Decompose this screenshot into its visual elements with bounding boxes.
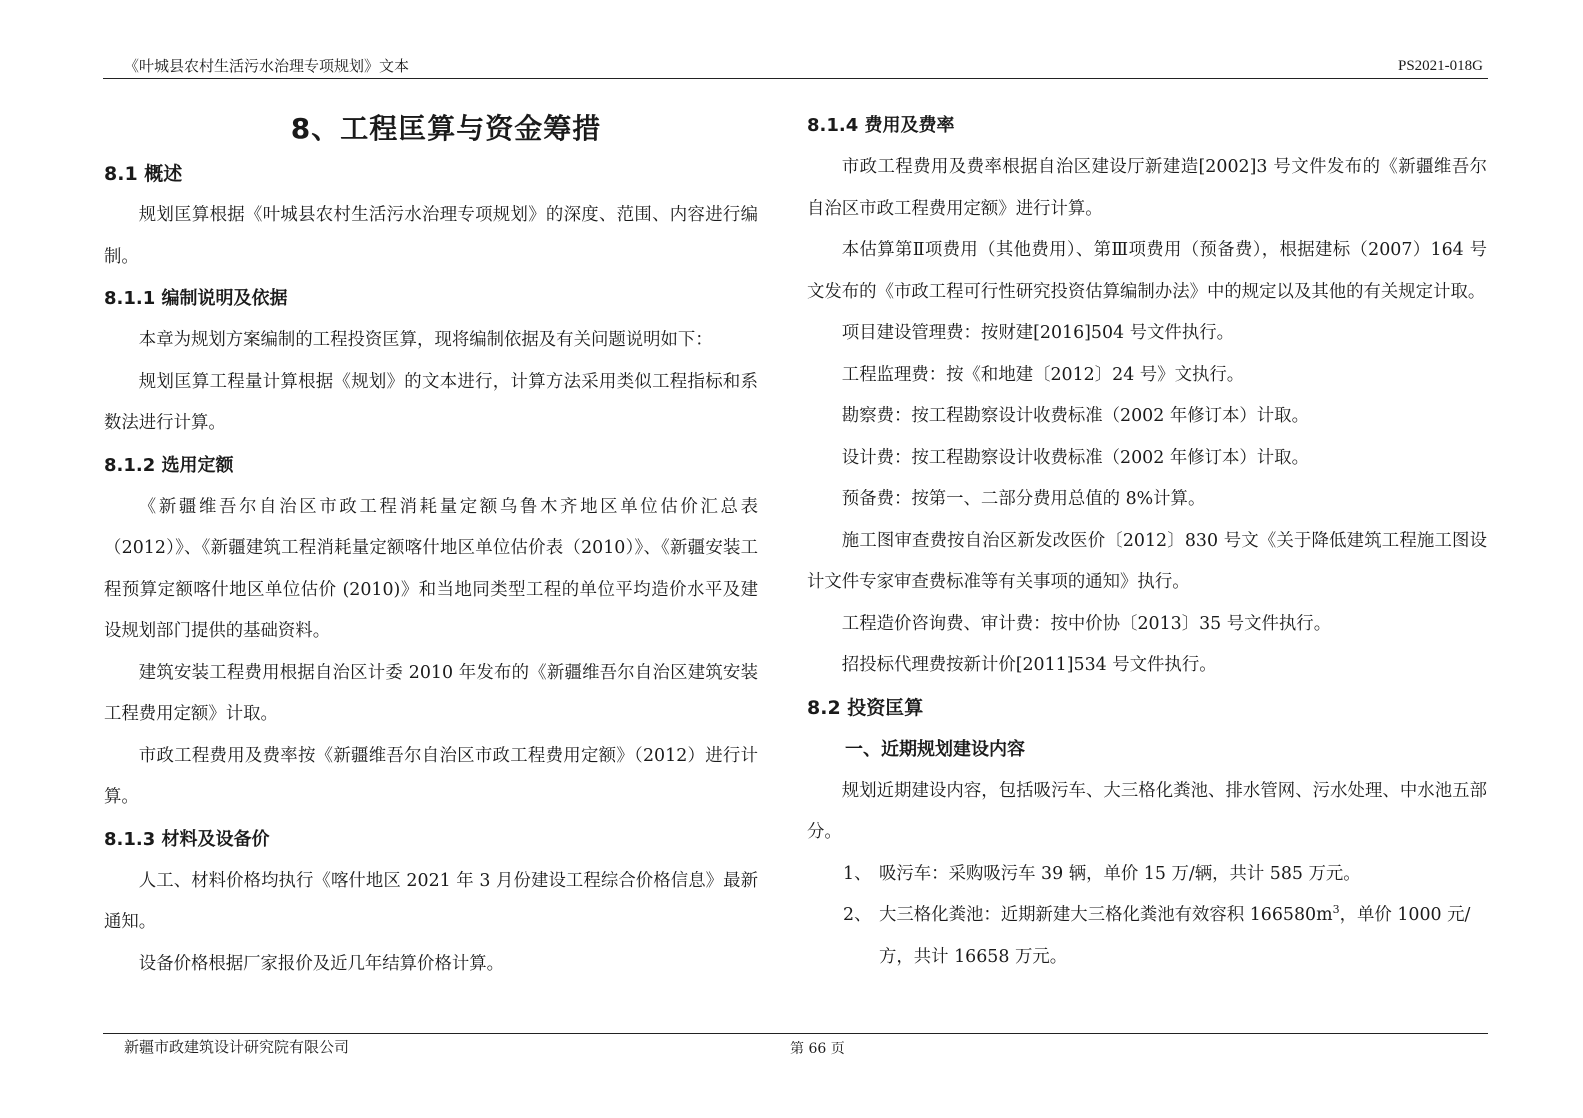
document-code: PS2021-018G — [1397, 58, 1483, 74]
paragraph: 勘察费：按工程勘察设计收费标准（2002 年修订本）计取。 — [841, 406, 1309, 426]
paragraph-overview: 规划匡算根据《叶城县农村生活污水治理专项规划》的深度、范围、内容进行编制。 — [104, 205, 758, 267]
paragraph: 项目建设管理费：按财建[2016]504 号文件执行。 — [841, 323, 1234, 343]
section-heading-8-1: 8.1 概述 — [104, 163, 183, 185]
paragraph: 规划近期建设内容，包括吸污车、大三格化粪池、排水管网、污水处理、中水池五部分。 — [807, 780, 1487, 842]
paragraph: 工程造价咨询费、审计费：按中价协〔2013〕35 号文件执行。 — [841, 613, 1332, 634]
paragraph: 本估算第Ⅱ项费用（其他费用）、第Ⅲ项费用（预备费），根据建标（2007）164 号文发布的《市政工程可行性研究投资估算编制办法》中的规定以及其他的有关规定计取。 — [807, 240, 1487, 302]
company-name: 新疆市政建筑设计研究院有限公司 — [124, 1038, 350, 1056]
superscript: 3 — [1332, 903, 1340, 917]
subsection-heading: 一、近期规划建设内容 — [845, 738, 1025, 760]
list-item-text: 大三格化粪池：近期新建大三格化粪池有效容积 166580m — [879, 905, 1333, 925]
paragraph: 设计费：按工程勘察设计收费标准（2002 年修订本）计取。 — [841, 447, 1309, 468]
section-heading-8-1-1: 8.1.1 编制说明及依据 — [104, 288, 288, 309]
paragraph: 建筑安装工程费用根据自治区计委 2010 年发布的《新疆维吾尔自治区建筑安装工程费用定额》计取。 — [104, 662, 758, 724]
paragraph: 规划匡算工程量计算根据《规划》的文本进行，计算方法采用类似工程指标和系数法进行计算。 — [104, 371, 758, 433]
document-title-header: 《叶城县农村生活污水治理专项规划》文本 — [124, 57, 410, 75]
paragraph: 《新疆维吾尔自治区市政工程消耗量定额乌鲁木齐地区单位估价汇总表（2012）》、《新疆建筑工程消耗量定额喀什地区单位估价表（2010）》、《新疆安装工程预算定额喀什地区单位估价 (2010)》和当地同类型工程的单位平均造价水平及建设规划部门提供的基础资料。 — [104, 496, 758, 641]
right-column — [807, 105, 1487, 978]
list-item — [807, 895, 1487, 978]
paragraph: 招投标代理费按新计价[2011]534 号文件执行。 — [841, 655, 1217, 675]
left-column — [104, 105, 758, 985]
list-item-number: 2、 — [843, 905, 872, 925]
section-heading-8-1-4: 8.1.4 费用及费率 — [807, 115, 955, 136]
paragraph: 市政工程费用及费率按《新疆维吾尔自治区市政工程费用定额》（2012）进行计算。 — [104, 745, 758, 807]
chapter-title: 8、工程匡算与资金筹措 — [290, 112, 602, 145]
section-heading-8-1-3: 8.1.3 材料及设备价 — [104, 828, 270, 850]
paragraph: 市政工程费用及费率根据自治区建设厅新建造[2002]3 号文件发布的《新疆维吾尔自治区市政工程费用定额》进行计算。 — [807, 157, 1487, 219]
page-number: 第 66 页 — [790, 1041, 845, 1057]
section-heading-8-1-2: 8.1.2 选用定额 — [104, 454, 234, 476]
paragraph: 设备价格根据厂家报价及近几年结算价格计算。 — [138, 953, 505, 974]
list-item-number: 1、 — [843, 863, 872, 884]
list-item-text: 吸污车：采购吸污车 39 辆，单价 15 万/辆，共计 585 万元。 — [879, 863, 1361, 884]
paragraph: 预备费：按第一、二部分费用总值的 8%计算。 — [841, 489, 1206, 509]
paragraph: 人工、材料价格均执行《喀什地区 2021 年 3 月份建设工程综合价格信息》最新通知。 — [104, 870, 758, 932]
section-heading-8-2: 8.2 投资匡算 — [807, 696, 924, 719]
paragraph: 施工图审查费按自治区新发改医价〔2012〕830 号文《关于降低建筑工程施工图设计文件专家审查费标准等有关事项的通知》执行。 — [807, 530, 1487, 592]
paragraph: 本章为规划方案编制的工程投资匡算，现将编制依据及有关问题说明如下： — [138, 330, 713, 350]
paragraph: 工程监理费：按《和地建〔2012〕24 号》文执行。 — [841, 364, 1245, 385]
list-item — [807, 854, 1487, 896]
header-rule — [103, 78, 1488, 79]
list-item-text: ，单价 1000 元/方，共计 16658 万元。 — [879, 905, 1471, 967]
footer-rule — [103, 1033, 1488, 1034]
